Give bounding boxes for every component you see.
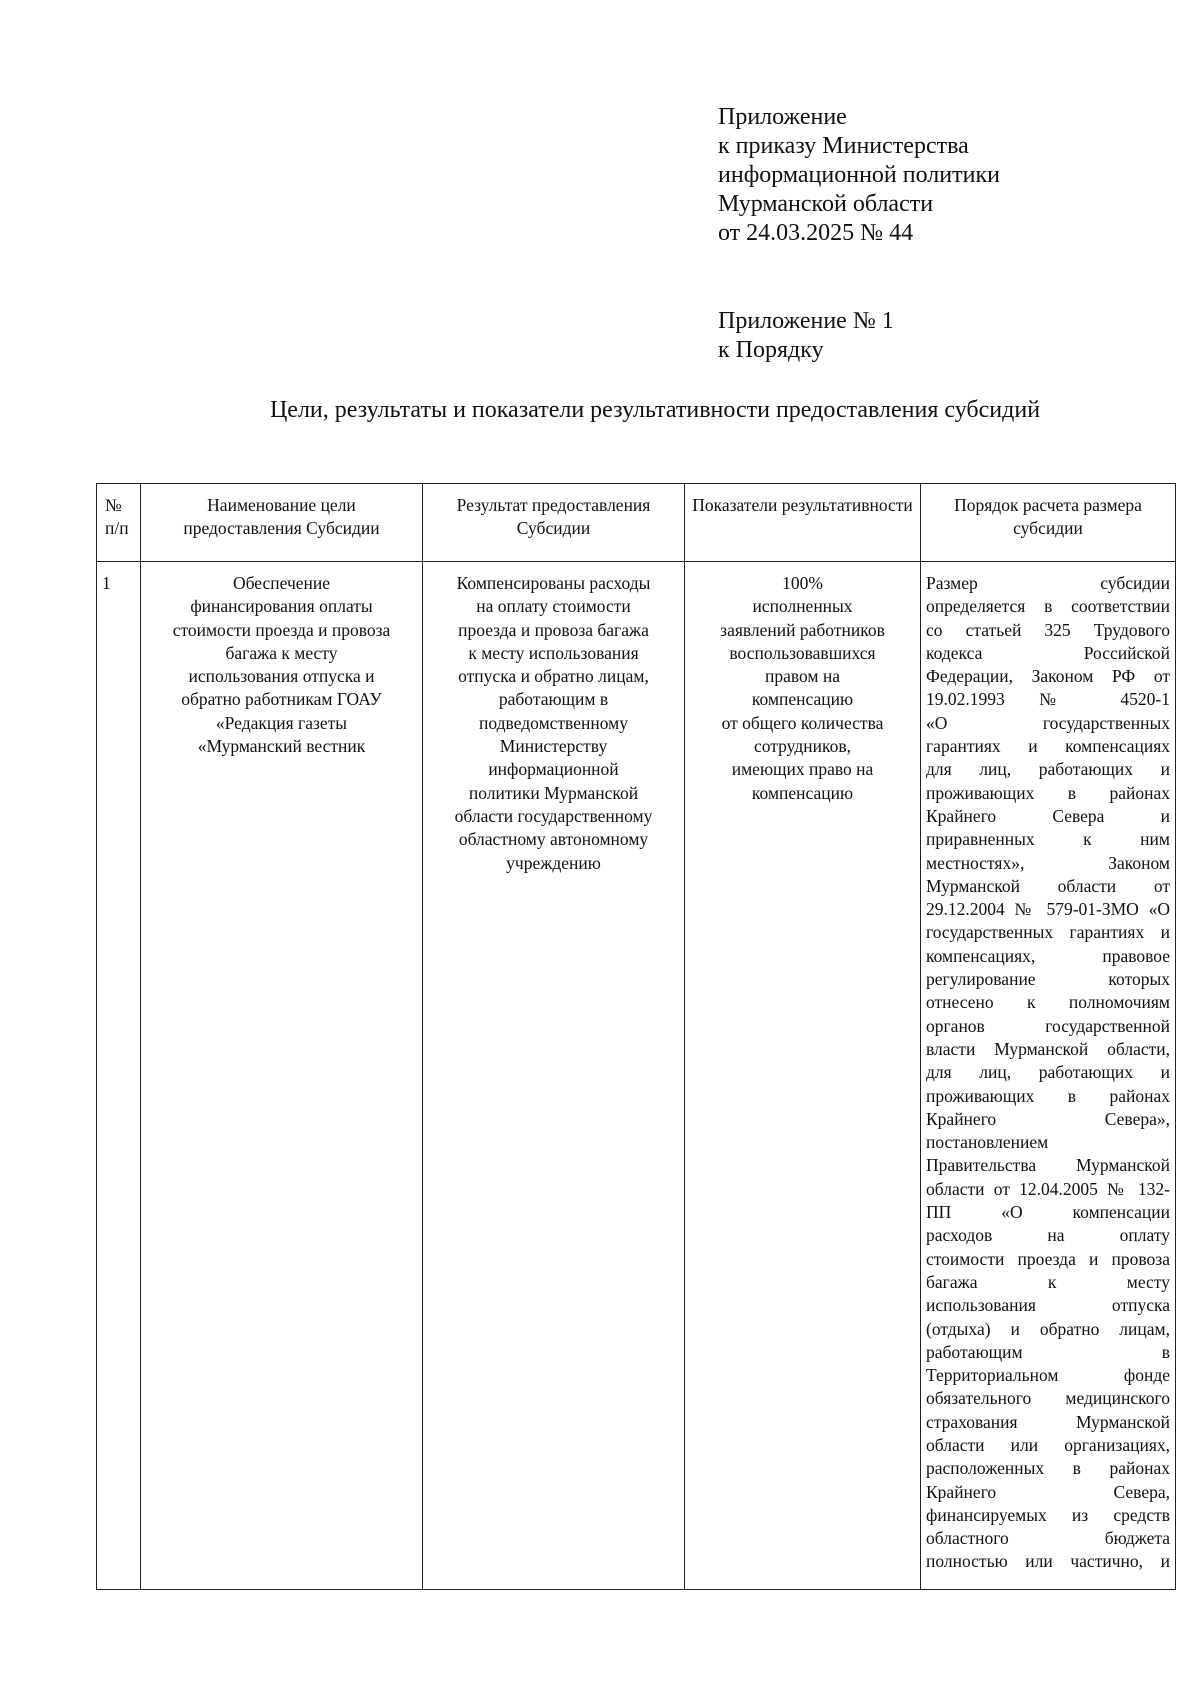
calculation-line: регулирование которых	[926, 969, 1170, 990]
calculation-line: обязательного медицинского	[926, 1388, 1170, 1409]
calculation-line: органов государственной	[926, 1015, 1170, 1036]
result-line: на оплату стоимости	[476, 596, 631, 617]
appendix-header	[718, 103, 1000, 248]
calculation-line: постановлением	[926, 1132, 1049, 1153]
result-line: областному автономному	[458, 829, 649, 850]
table-header-row	[97, 484, 1176, 562]
result-line: Компенсированы расходы	[456, 573, 651, 593]
result-cell	[423, 562, 685, 1590]
goal-line: обратно работникам ГОАУ	[181, 689, 382, 710]
calculation-line: кодекса Российской	[926, 642, 1170, 663]
calculation-line: для лиц, работающих и	[926, 759, 1170, 780]
calculation-line: стоимости проезда и провоза	[926, 1248, 1170, 1269]
calculation-line: компенсациях, правовое	[926, 945, 1170, 966]
goal-cell	[141, 562, 423, 1590]
calculation-line: гарантиях и компенсациях	[926, 736, 1170, 757]
result-line: отпуска и обратно лицам,	[458, 666, 649, 687]
calculation-line: страхования Мурманской	[926, 1411, 1170, 1432]
calculation-line: местностях», Законом	[926, 852, 1170, 873]
appendix-header-line: информационной политики	[718, 162, 1000, 188]
header-result: Результат предоставления Субсидии	[423, 484, 685, 562]
calculation-line: областного бюджета	[926, 1528, 1170, 1549]
calculation-line: определяется в соответствии	[926, 596, 1170, 617]
calculation-line: Федерации, Законом РФ от	[926, 666, 1170, 687]
result-line: проезда и провоза багажа	[458, 619, 649, 640]
result-line: работающим в	[498, 689, 609, 710]
result-line: Министерству	[499, 736, 608, 757]
appendix-header-line: Мурманской области	[718, 191, 934, 217]
calculation-line: Крайнего Севера»,	[926, 1108, 1170, 1129]
indicator-line: от общего количества	[721, 712, 884, 733]
goal-line: «Редакция газеты	[215, 712, 348, 733]
header-indicators: Показатели результативности	[685, 484, 921, 562]
result-line: политики Мурманской	[468, 782, 639, 803]
indicator-line: сотрудников,	[754, 736, 851, 757]
calculation-line: проживающих в районах	[926, 1085, 1170, 1106]
appendix-header-line: Приложение	[718, 104, 847, 130]
goal-line: Обеспечение	[232, 573, 331, 593]
table-row	[97, 562, 1176, 1590]
calculation-line: приравненных к ним	[926, 829, 1170, 850]
result-line: учреждению	[506, 852, 601, 873]
header-calculation: Порядок расчета размера субсидии	[921, 484, 1176, 562]
header-number: № п/п	[97, 484, 141, 562]
indicator-line: исполненных	[752, 596, 853, 617]
calculation-line: Размер субсидии	[926, 573, 1170, 593]
result-line: к месту использования	[468, 642, 639, 663]
calculation-line: государственных гарантиях и	[926, 922, 1170, 943]
appendix-1-header	[718, 307, 894, 365]
appendix-header-line: от 24.03.2025 № 44	[718, 220, 914, 246]
goal-line: «Мурманский вестник	[197, 736, 366, 757]
result-line: информационной	[488, 759, 619, 780]
calculation-line: Мурманской области от	[926, 875, 1170, 896]
calculation-line: багажа к месту	[926, 1271, 1170, 1292]
goal-line: багажа к месту	[225, 642, 338, 663]
calculation-line: ПП «О компенсации	[926, 1202, 1170, 1223]
indicator-cell	[685, 562, 921, 1590]
calculation-line: со статьей 325 Трудового	[926, 619, 1170, 640]
appendix-header-line: к приказу Министерства	[718, 133, 969, 159]
calculation-line: использования отпуска	[926, 1295, 1170, 1316]
calculation-line: власти Мурманской области,	[926, 1038, 1170, 1059]
calculation-line: финансируемых из средств	[926, 1504, 1170, 1525]
subsidy-goals-table	[96, 483, 1176, 1590]
indicator-line: правом на	[764, 666, 841, 687]
calculation-line: работающим в	[926, 1341, 1170, 1362]
calculation-line: 19.02.1993 № 4520-1	[926, 689, 1170, 710]
goal-line: стоимости проезда и провоза	[172, 619, 391, 640]
calculation-line: для лиц, работающих и	[926, 1062, 1170, 1083]
goal-line: использования отпуска и	[188, 666, 375, 687]
header-goal: Наименование цели предоставления Субсидии	[141, 484, 423, 562]
calculation-line: Крайнего Севера и	[926, 805, 1170, 826]
document-title: Цели, результаты и показатели результативности предоставления субсидий	[269, 397, 1041, 423]
indicator-line: компенсацию	[751, 782, 854, 803]
calculation-line: проживающих в районах	[926, 782, 1170, 803]
indicator-line: компенсацию	[751, 689, 854, 710]
calculation-line: расположенных в районах	[926, 1458, 1170, 1479]
goal-line: финансирования оплаты	[190, 596, 373, 617]
result-line: подведомственному	[479, 712, 628, 733]
calculation-line: (отдыха) и обратно лицам,	[926, 1318, 1170, 1339]
calculation-line: 29.12.2004 № 579-01-ЗМО «О	[926, 899, 1170, 920]
calculation-line: области или организациях,	[926, 1434, 1170, 1455]
indicator-line: воспользовавшихся	[729, 642, 876, 663]
indicator-line: имеющих право на	[731, 759, 874, 780]
calculation-line: области от 12.04.2005 № 132-	[926, 1178, 1170, 1199]
calculation-line: Правительства Мурманской	[926, 1155, 1170, 1176]
calculation-line: «О государственных	[926, 712, 1170, 733]
calculation-line: расходов на оплату	[926, 1225, 1170, 1246]
indicator-line: заявлений работников	[720, 619, 885, 640]
calculation-cell	[921, 562, 1176, 1590]
appendix-1-header-line: к Порядку	[718, 337, 824, 363]
result-line: области государственному	[454, 805, 653, 826]
calculation-line: полностью или частично, и	[926, 1551, 1170, 1572]
appendix-1-header-line: Приложение № 1	[718, 308, 894, 334]
row-number: 1	[97, 562, 141, 1590]
calculation-line: отнесено к полномочиям	[926, 992, 1170, 1013]
calculation-line: Крайнего Севера,	[926, 1481, 1170, 1502]
indicator-line: 100%	[782, 573, 823, 593]
calculation-line: Территориальном фонде	[926, 1365, 1170, 1386]
